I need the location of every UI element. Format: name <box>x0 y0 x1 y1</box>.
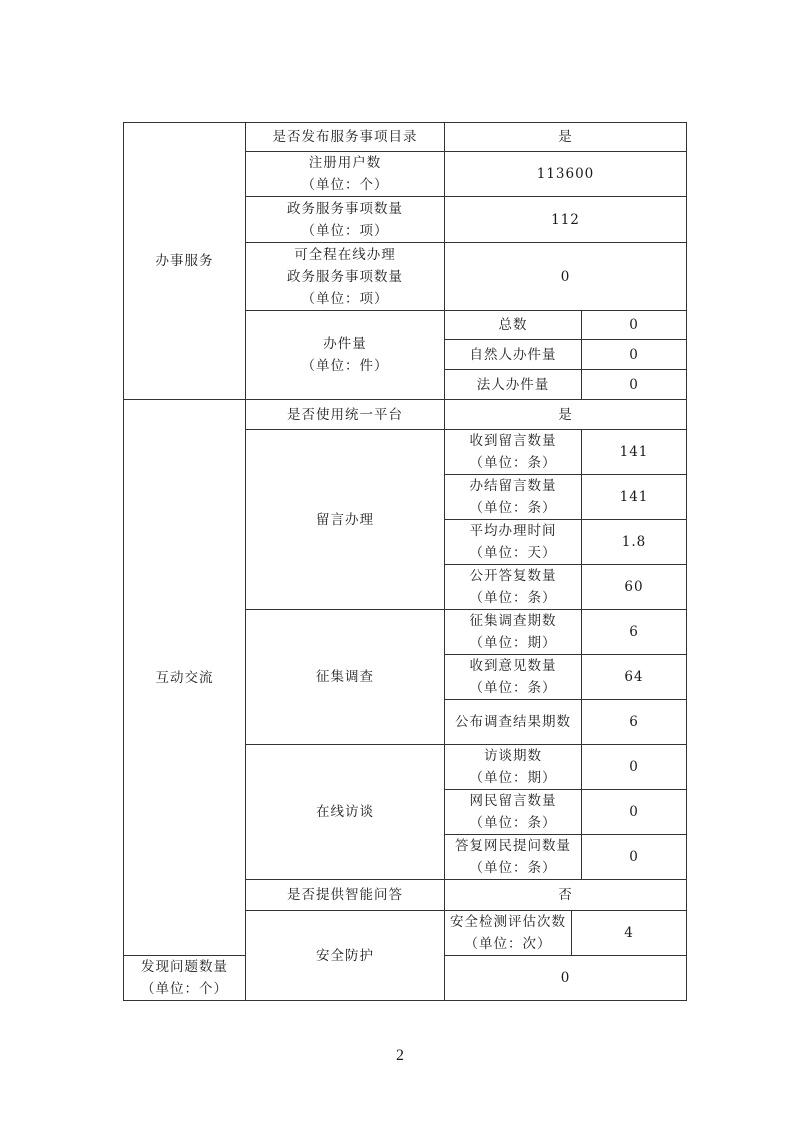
smart-qa-value: 否 <box>445 880 687 911</box>
cases-label: 办件量 （单位：件） <box>246 311 445 400</box>
messages-handled-label: 办结留言数量 （单位：条） <box>445 475 582 520</box>
interview-periods-label: 访谈期数 （单位：期） <box>445 745 582 790</box>
section-office-title: 办事服务 <box>124 123 246 400</box>
service-items-value: 112 <box>445 197 687 243</box>
survey-results-value: 6 <box>582 700 687 745</box>
registered-users-label: 注册用户数 （单位：个） <box>246 152 445 197</box>
issues-value: 0 <box>445 956 687 1001</box>
section-security-title: 安全防护 <box>246 911 445 1001</box>
assessments-value: 4 <box>572 911 687 956</box>
page-number: 2 <box>396 1047 404 1064</box>
survey-opinions-value: 64 <box>582 655 687 700</box>
cases-natural-value: 0 <box>582 340 687 370</box>
messages-public-label: 公开答复数量 （单位：条） <box>445 565 582 610</box>
issues-label: 发现问题数量 （单位：个） <box>124 956 246 1001</box>
statistics-table <box>123 122 687 1001</box>
cases-legal-value: 0 <box>582 370 687 400</box>
cases-total-label: 总数 <box>445 311 582 340</box>
survey-label: 征集调查 <box>246 610 445 745</box>
messages-avgtime-label: 平均办理时间 （单位：天） <box>445 520 582 565</box>
cases-natural-label: 自然人办件量 <box>445 340 582 370</box>
messages-handled-value: 141 <box>582 475 687 520</box>
publish-catalog-value: 是 <box>445 123 687 152</box>
section-interaction-title: 互动交流 <box>124 400 246 956</box>
service-items-label: 政务服务事项数量 （单位：项） <box>246 197 445 243</box>
messages-received-label: 收到留言数量 （单位：条） <box>445 430 582 475</box>
interview-comments-label: 网民留言数量 （单位：条） <box>445 790 582 835</box>
messages-received-value: 141 <box>582 430 687 475</box>
registered-users-value: 113600 <box>445 152 687 197</box>
messages-avgtime-value: 1.8 <box>582 520 687 565</box>
online-items-value: 0 <box>445 243 687 311</box>
cases-legal-label: 法人办件量 <box>445 370 582 400</box>
cases-total-value: 0 <box>582 311 687 340</box>
survey-results-label: 公布调查结果期数 <box>445 700 582 745</box>
interview-answers-label: 答复网民提问数量 （单位：条） <box>445 835 582 880</box>
interview-comments-value: 0 <box>582 790 687 835</box>
survey-periods-value: 6 <box>582 610 687 655</box>
survey-opinions-label: 收到意见数量 （单位：条） <box>445 655 582 700</box>
assessments-label: 安全检测评估次数 （单位：次） <box>445 911 572 956</box>
interview-label: 在线访谈 <box>246 745 445 880</box>
unified-platform-value: 是 <box>445 400 687 430</box>
publish-catalog-label: 是否发布服务事项目录 <box>246 123 445 152</box>
messages-public-value: 60 <box>582 565 687 610</box>
online-items-label: 可全程在线办理 政务服务事项数量 （单位：项） <box>246 243 445 311</box>
messages-label: 留言办理 <box>246 430 445 610</box>
unified-platform-label: 是否使用统一平台 <box>246 400 445 430</box>
survey-periods-label: 征集调查期数 （单位：期） <box>445 610 582 655</box>
interview-periods-value: 0 <box>582 745 687 790</box>
interview-answers-value: 0 <box>582 835 687 880</box>
smart-qa-label: 是否提供智能问答 <box>246 880 445 911</box>
